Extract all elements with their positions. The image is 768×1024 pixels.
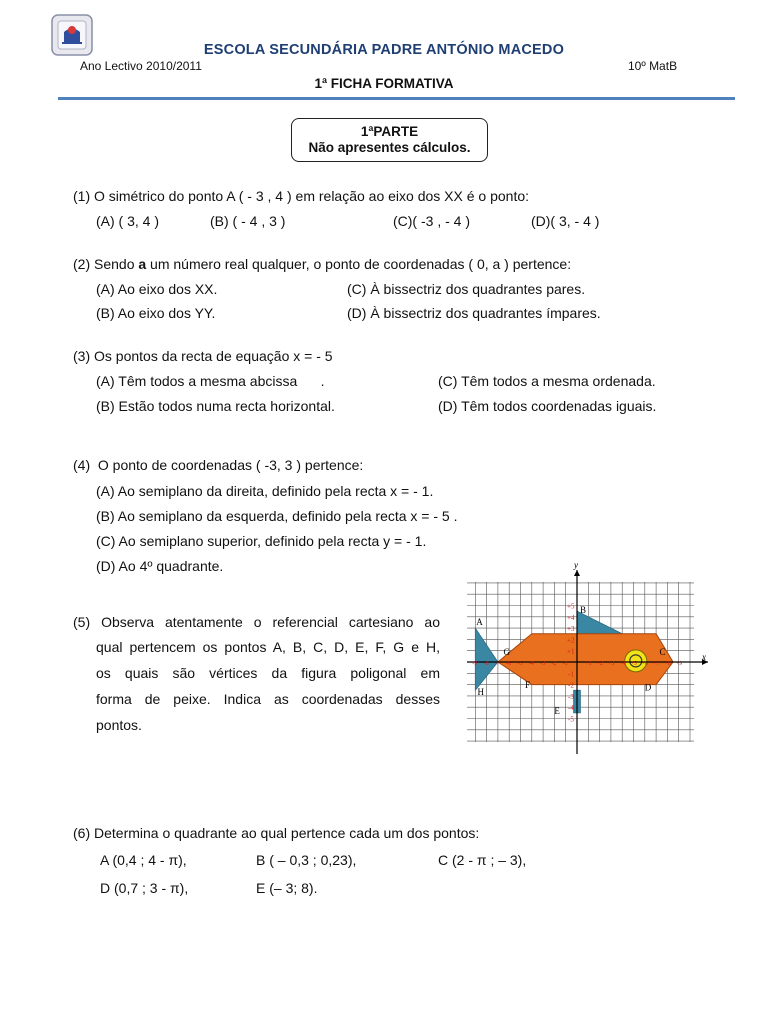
y-tick-label-pos: +1 [567, 647, 575, 656]
q3-text: (3) Os pontos da recta de equação x = - 5 [73, 348, 333, 364]
q6-point-a: A (0,4 ; 4 - π), [100, 852, 187, 868]
q1-option-d: (D)( 3, - 4 ) [531, 213, 600, 229]
y-tick-label-pos: +2 [567, 636, 575, 645]
q4-option-c: (C) Ao semiplano superior, definido pela recta y = - 1. [96, 533, 427, 549]
q4-text: (4) O ponto de coordenadas ( -3, 3 ) pertence: [73, 457, 364, 473]
x-tick-label-pos: +2 [596, 661, 603, 667]
q5-line-3 [96, 665, 440, 681]
fish-coordinate-plot [460, 560, 716, 756]
q4-option-a: (A) Ao semiplano da direita, definido pela recta x = - 1. [96, 483, 434, 499]
x-tick-label-neg: -8 [483, 661, 489, 667]
q2-text-bold: a [138, 256, 147, 272]
part-box [291, 118, 488, 162]
x-axis-label: x [702, 652, 706, 662]
q3-option-a: (A) Têm todos a mesma abcissa . [96, 373, 325, 389]
part-instruction: Não apresentes cálculos. [308, 140, 471, 155]
q6-point-c: C (2 - π ; – 3), [438, 852, 527, 868]
q3-option-b: (B) Estão todos numa recta horizontal. [96, 398, 335, 414]
x-tick-label-neg: -3 [540, 661, 546, 667]
school-year: Ano Lectivo 2010/2011 [80, 59, 202, 73]
y-tick-label-neg: -5 [568, 715, 574, 724]
x-tick-label-neg: -4 [528, 661, 534, 667]
y-tick-label-pos: +3 [567, 625, 575, 634]
q5-line-2-text: qual pertencem os pontos A, B, C, D, E, F, G e H, [96, 639, 440, 655]
point-label-c: C [659, 647, 666, 658]
point-label-g: G [503, 647, 511, 658]
q6-point-d: D (0,7 ; 3 - π), [100, 880, 189, 896]
q2-text-pre: (2) Sendo [73, 256, 139, 272]
y-tick-label-neg: -4 [568, 704, 574, 713]
y-tick-label-neg: -3 [568, 692, 574, 701]
sheet-title: 1ª FICHA FORMATIVA [314, 76, 454, 91]
x-tick-label-neg: -6 [506, 661, 512, 667]
q5-line-1-text: (5) Observa atentamente o referencial cartesiano ao [73, 614, 440, 630]
q3-option-d: (D) Têm todos coordenadas iguais. [438, 398, 657, 414]
x-tick-label-pos: +6 [641, 661, 649, 667]
x-tick-label-neg: -7 [494, 661, 500, 667]
point-label-h: H [477, 686, 485, 697]
x-tick-label-pos: +5 [630, 661, 637, 667]
y-axis-label: y [574, 560, 578, 570]
q6-text: (6) Determina o quadrante ao qual pertence cada um dos pontos: [73, 825, 480, 841]
x-tick-label-pos: +9 [675, 661, 683, 667]
y-tick-label-pos: +5 [567, 602, 575, 611]
x-tick-label-pos: +7 [653, 661, 660, 667]
y-tick-label-neg: -1 [568, 670, 574, 679]
q5-line-4 [96, 691, 440, 707]
point-label-e: E [554, 705, 560, 716]
q4-option-d: (D) Ao 4º quadrante. [96, 558, 224, 574]
school-name: ESCOLA SECUNDÁRIA PADRE ANTÓNIO MACEDO [203, 42, 565, 58]
class-label: 10º MatB [628, 59, 678, 73]
point-label-f: F [525, 679, 531, 690]
y-tick-label-neg: -2 [568, 681, 574, 690]
x-tick-label-pos: +8 [664, 661, 671, 667]
q6-point-b: B ( – 0,3 ; 0,23), [256, 852, 357, 868]
q5-line-2 [96, 639, 440, 655]
x-tick-label-pos: +4 [619, 661, 626, 667]
q2-option-d: (D) À bissectriz dos quadrantes ímpares. [347, 305, 601, 321]
x-tick-label-pos: +1 [585, 661, 592, 667]
x-tick-label-neg: -2 [551, 661, 557, 667]
x-tick-label-neg: -1 [562, 661, 568, 667]
point-label-d: D [644, 682, 652, 693]
x-tick-label-pos: +3 [607, 661, 615, 667]
q6-point-e: E (– 3; 8). [256, 880, 318, 896]
q1-option-a: (A) ( 3, 4 ) [96, 213, 160, 229]
q2-option-a: (A) Ao eixo dos XX. [96, 281, 218, 297]
q1-option-c: (C)( -3 , - 4 ) [393, 213, 470, 229]
y-tick-label-pos: +4 [567, 613, 575, 622]
q2-option-b: (B) Ao eixo dos YY. [96, 305, 216, 321]
point-label-b: B [580, 605, 587, 616]
q4-option-b: (B) Ao semiplano da esquerda, definido pela recta x = - 5 . [96, 508, 458, 524]
header-divider [58, 97, 735, 100]
q1-option-b: (B) ( - 4 , 3 ) [210, 213, 286, 229]
x-tick-label-neg: -9 [472, 661, 478, 667]
q1-text: (1) O simétrico do ponto A ( - 3 , 4 ) em relação ao eixo dos XX é o ponto: [73, 188, 530, 204]
point-label-a: A [476, 617, 483, 628]
q5-line-1 [73, 614, 440, 630]
x-tick-label-neg: -5 [517, 661, 523, 667]
fish-plot-svg [460, 560, 716, 756]
q3-option-c: (C) Têm todos a mesma ordenada. [438, 373, 656, 389]
q2-text-post: um número real qualquer, o ponto de coordenadas ( 0, a ) pertence: [146, 256, 572, 272]
q5-line-4-text: forma de peixe. Indica as coordenadas desses [96, 691, 440, 707]
q2-text [73, 256, 571, 272]
q2-option-c: (C) À bissectriz dos quadrantes pares. [347, 281, 586, 297]
q5-line-5: pontos. [96, 717, 142, 733]
part-title: 1ªPARTE [360, 124, 419, 139]
q5-line-3-text: os quais são vértices da figura poligonal em [96, 665, 440, 681]
y-axis-arrow [574, 570, 580, 576]
